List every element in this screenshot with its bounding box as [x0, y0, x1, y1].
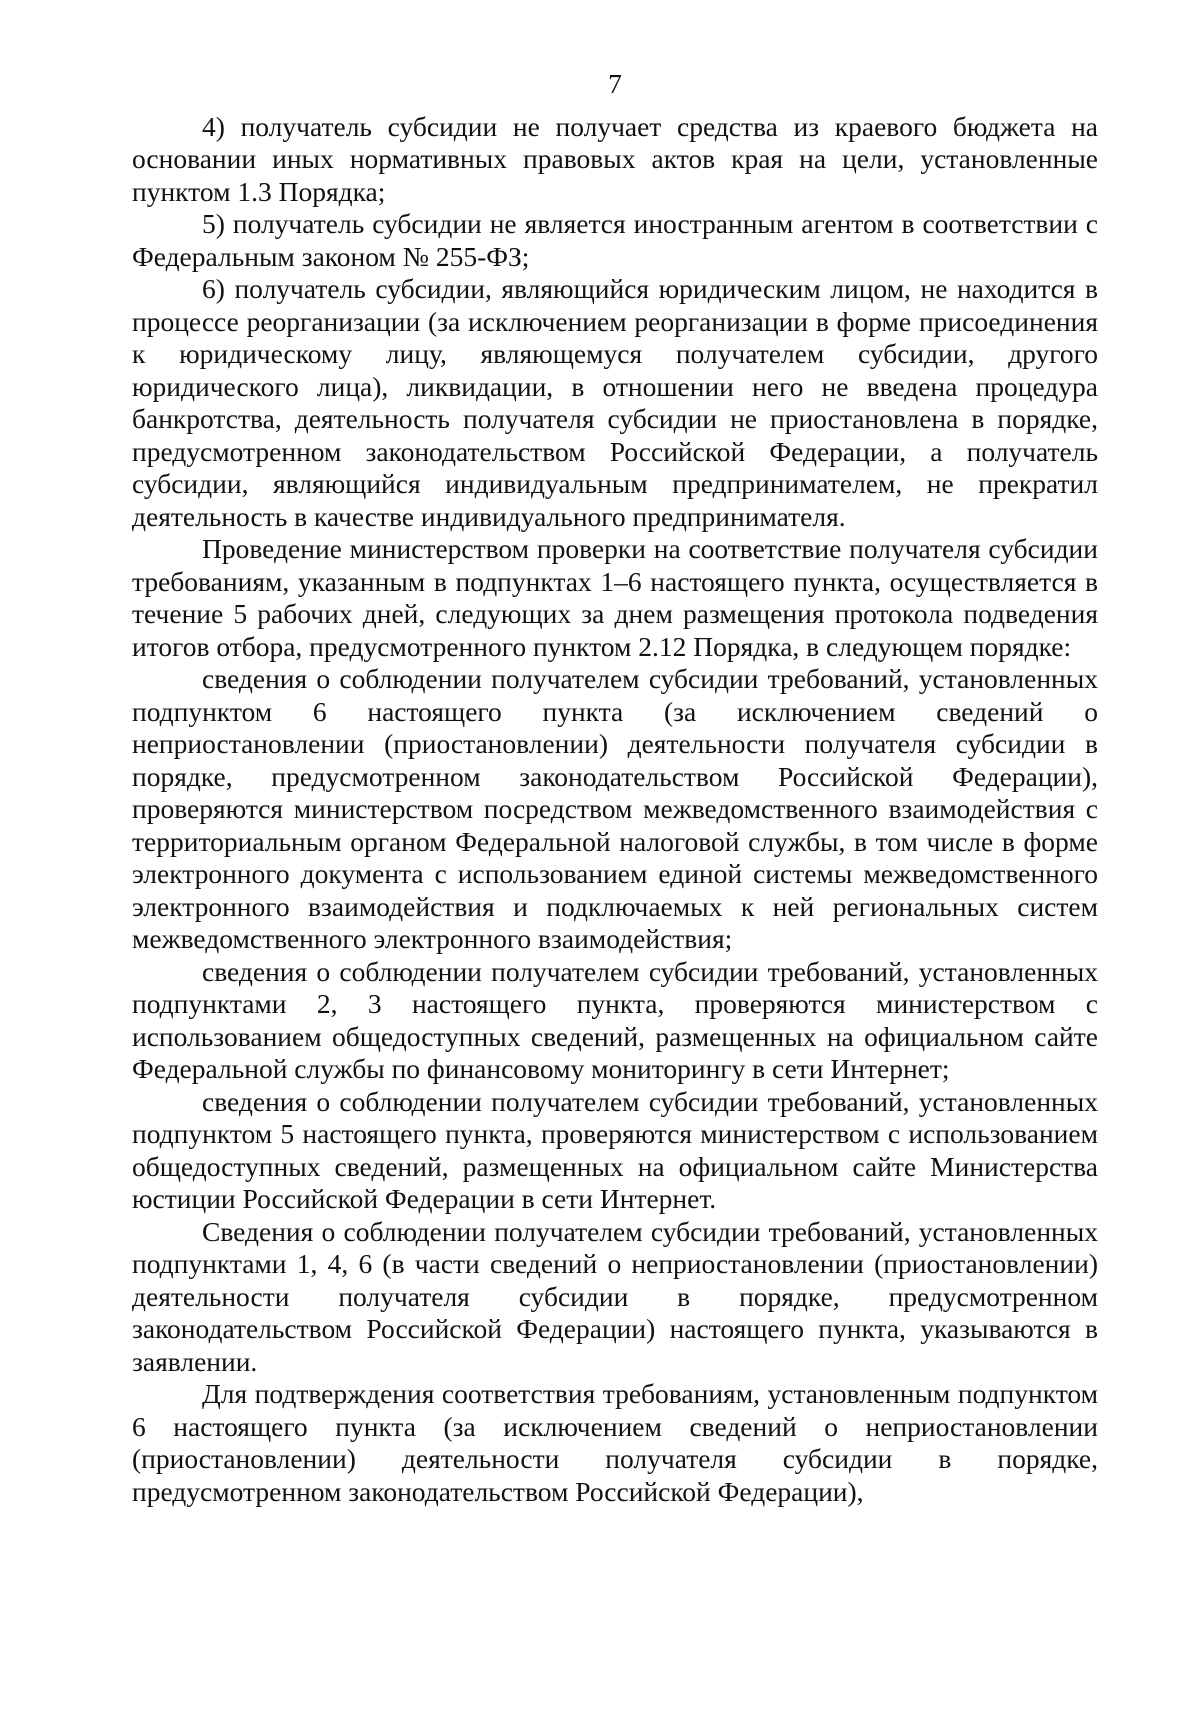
paragraph-item-6: 6) получатель субсидии, являющийся юридическим лицом, не находится в процессе реорганизации (за исключением реорганизации в форме присоединения к юридическому лицу, являющемуся получателем субсидии, другого юридического лица), ликвидации, в отношении него не введена процедура банкротства, деятельность получателя субсидии не приостановлена в порядке, предусмотренном законодательством Российской Федерации, а получатель субсидии, являющийся индивидуальным предпринимателем, не прекратил деятельность в качестве индивидуального предпринимателя.: [132, 273, 1098, 532]
paragraph-tax-service-check: сведения о соблюдении получателем субсидии требований, установленных подпунктом 6 настоящего пункта (за исключением сведений о неприостановлении (приостановлении) деятельности получателя субсидии в порядке, предусмотренном законодательством Российской Федерации), проверяются министерством посредством межведомственного взаимодействия с территориальным органом Федеральной налоговой службы, в том числе в форме электронного документа с использованием единой системы межведомственного электронного взаимодействия и подключаемых к ней региональных систем межведомственного электронного взаимодействия;: [132, 663, 1098, 954]
paragraph-confirmation: Для подтверждения соответствия требованиям, установленным подпунктом 6 настоящего пункта (за исключением сведений о неприостановлении (приостановлении) деятельности получателя субсидии в порядке, предусмотренном законодательством Российской Федерации),: [132, 1378, 1098, 1507]
page-number: 7: [608, 68, 622, 99]
paragraph-application-statement: Сведения о соблюдении получателем субсидии требований, установленных подпунктами 1, 4, 6 (в части сведений о неприостановлении (приостановлении) деятельности получателя субсидии в порядке, предусмотренном законодательством Российской Федерации) настоящего пункта, указываются в заявлении.: [132, 1215, 1098, 1377]
paragraph-ministry-justice-check: сведения о соблюдении получателем субсидии требований, установленных подпунктом 5 настоящего пункта, проверяются министерством с использованием общедоступных сведений, размещенных на официальном сайте Министерства юстиции Российской Федерации в сети Интернет.: [132, 1085, 1098, 1214]
paragraph-financial-monitoring-check: сведения о соблюдении получателем субсидии требований, установленных подпунктами 2, 3 настоящего пункта, проверяются министерством с использованием общедоступных сведений, размещенных на официальном сайте Федеральной службы по финансовому мониторингу в сети Интернет;: [132, 955, 1098, 1084]
document-page: [132, 68, 1098, 1508]
paragraph-item-5: 5) получатель субсидии не является иностранным агентом в соответствии с Федеральным законом № 255-ФЗ;: [132, 208, 1098, 272]
paragraph-item-4: 4) получатель субсидии не получает средства из краевого бюджета на основании иных нормативных правовых актов края на цели, установленные пунктом 1.3 Порядка;: [132, 110, 1098, 207]
paragraph-verification-procedure: Проведение министерством проверки на соответствие получателя субсидии требованиям, указанным в подпунктах 1–6 настоящего пункта, осуществляется в течение 5 рабочих дней, следующих за днем размещения протокола подведения итогов отбора, предусмотренного пунктом 2.12 Порядка, в следующем порядке:: [132, 533, 1098, 662]
